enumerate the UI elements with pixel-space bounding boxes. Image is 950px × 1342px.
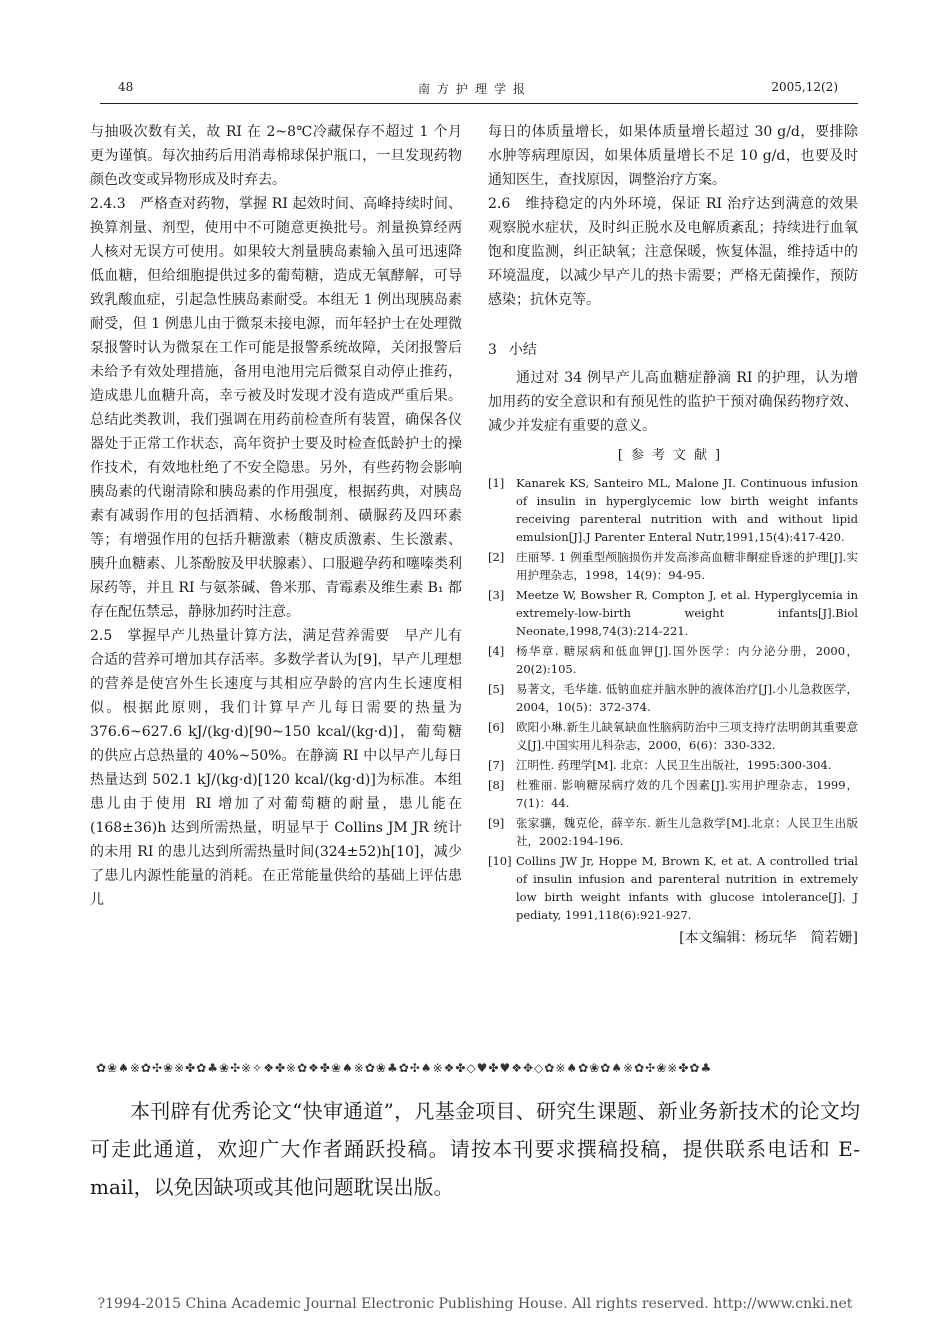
journal-name: 南方护理学报 bbox=[418, 82, 533, 96]
editor-credit: [本文编辑：杨玩华 简若姗] bbox=[679, 930, 858, 946]
issue-info: 2005,12(2) bbox=[771, 80, 838, 94]
section-number: 3 bbox=[488, 342, 497, 358]
section-title: 小结 bbox=[508, 342, 537, 358]
reference-item: [10] Collins JW Jr, Hoppe M, Brown K, et at. A controlled trial of insulin infusion and parenteral nutrition in extremely low birth weight infants with glucose intolerance[J]. J pediaty, 1991,118(6):921-927. bbox=[488, 854, 858, 922]
journal-notice bbox=[90, 1092, 860, 1206]
reference-item: [3] Meetze W, Bowsher R, Compton J, et al. Hyperglycemia in extremely-low-birth weight infants[J].Biol Neonate,1998,74(3):214-221. bbox=[488, 588, 858, 638]
header-rule bbox=[100, 103, 858, 104]
page-number: 48 bbox=[118, 80, 134, 94]
summary-paragraph: 通过对 34 例早产儿高血糖症静滴 RI 的护理，认为增加用药的安全意识和有预见性的监护干预对确保药物疗效、减少并发症有重要的意义。 bbox=[488, 370, 858, 434]
section-heading bbox=[488, 338, 858, 362]
notice-text: 本刊辟有优秀论文“快审通道”，凡基金项目、研究生课题、新业务新技术的论文均可走此通道，欢迎广大作者踊跃投稿。请按本刊要求撰稿投稿，提供联系电话和 E-mail，以免因缺项或其他问题耽误出版。 bbox=[90, 1099, 860, 1199]
body-paragraph: 与抽吸次数有关，故 RI 在 2~8℃冷藏保存不超过 1 个月更为谨慎。每次抽药后用消毒棉球保护瓶口，一旦发现药物颜色改变或异物形成及时弃去。 bbox=[90, 124, 462, 188]
ornament-divider: ✿❀♠※✿✣❀※✤✿♣❀✣※✧❖✤※✿❖✤❀♠※✿❀♣✿✣♠※❖✤◇♥✤♥❖✥◇✿※♠✿❀✿♠※✿✣❀※✤✿♣ bbox=[96, 1061, 713, 1075]
reference-item: [5] 易著文，毛华雄. 低钠血症并脑水肿的液体治疗[J].小儿急救医学，2004，10(5)：372-374. bbox=[488, 682, 858, 714]
body-paragraph: 2.4.3 严格查对药物，掌握 RI 起效时间、高峰持续时间、换算剂量、剂型，使用中不可随意更换批号。剂量换算经两人核对无误方可使用。如果较大剂量胰岛素输入虽可迅速降低血糖，但给细胞提供过多的葡萄糖，造成无氧酵解，可导致乳酸血症，引起急性胰岛素耐受。本组无 1 例出现胰岛素耐受，但 1 例患儿由于微泵未接电源，而年轻护士在处理微泵报警时认为微泵在工作可能是报警系统故障，关闭报警后未给予有效处理措施，备用电池用完后微泵自动停止推药，造成患儿血糖升高，幸亏被及时发现才没有造成严重后果。总结此类教训，我们强调在用药前检查所有装置，确保各仪器处于正常工作状态，高年资护士要及时检查低龄护士的操作技术，有效地杜绝了不安全隐患。另外，有些药物会影响胰岛素的代谢清除和胰岛素的作用强度，根据药典，对胰岛素有减弱作用的包括酒精、水杨酸制剂、磺脲药及四环素等；有增强作用的包括升糖激素（糖皮质激素、生长激素、胰升血糖素、儿茶酚胺及甲状腺素）、口服避孕药和噻嗪类利尿药等，并且 RI 与氨茶碱、鲁米那、青霉素及维生素 B₁ 都存在配伍禁忌，静脉加药时注意。 bbox=[90, 196, 462, 620]
reference-item: [2] 庄丽琴. 1 例重型颅脑损伤并发高渗高血糖非酮症昏迷的护理[J].实用护理杂志，1998，14(9)：94-95. bbox=[488, 550, 858, 582]
body-paragraph: 每日的体质量增长，如果体质量增长超过 30 g/d，要排除水肿等病理原因，如果体质量增长不足 10 g/d，也要及时通知医生，查找原因，调整治疗方案。 bbox=[488, 124, 858, 188]
running-header bbox=[118, 80, 838, 100]
reference-item: [1] Kanarek KS, Santeiro ML, Malone JI. Continuous infusion of insulin in hyperglycemic low birth weight infants receiving parenteral nutrition with and without lipid emulsion[J].J Parenter Enteral Nutr,1991,15(4):417-420. bbox=[488, 476, 858, 544]
reference-item: [9] 张家骧，魏克伦，薛辛东. 新生儿急救学[M].北京：人民卫生出版社，2002:194-196. bbox=[488, 816, 858, 848]
left-column bbox=[90, 120, 462, 912]
reference-item: [7] 江明性. 药理学[M]. 北京：人民卫生出版社，1995:300-304. bbox=[488, 758, 832, 772]
body-paragraph: 2.5 掌握早产儿热量计算方法，满足营养需要 早产儿有合适的营养可增加其存活率。多数学者认为[9]，早产儿理想的营养是使宫外生长速度与其相应孕龄的宫内生长速度相似。根据此原则，我们计算早产儿每日需要的热量为 376.6~627.6 kJ/(kg·d)[90~150 kcal/(kg·d)]，葡萄糖的供应占总热量的 40%~50%。在静滴 RI 中以早产儿每日热量达到 502.1 kJ/(kg·d)[120 kcal/(kg·d)]为标准。本组患儿由于使用 RI 增加了对葡萄糖的耐量，患儿能在(168±36)h 达到所需热量，明显早于 Collins JM JR 统计的未用 RI 的患儿达到所需热量时间(324±52)h[10]，减少了患儿内源性能量的消耗。在正常能量供给的基础上评估患儿 bbox=[90, 628, 462, 908]
reference-item: [8] 杜雅丽. 影响糖尿病疗效的几个因素[J].实用护理杂志，1999，7(1)：44. bbox=[488, 778, 858, 810]
body-paragraph: 2.6 维持稳定的内外环境，保证 RI 治疗达到满意的效果 观察脱水症状，及时纠正脱水及电解质紊乱；持续进行血氧饱和度监测，纠正缺氧；注意保暖，恢复体温，维持适中的环境温度，以减少早产儿的热卡需要；严格无菌操作，预防感染；抗休克等。 bbox=[488, 196, 872, 308]
reference-item: [6] 欧阳小琳.新生儿缺氧缺血性脑病防治中三项支持疗法明朗其重要意义[J].中国实用儿科杂志，2000，6(6)：330-332. bbox=[488, 720, 858, 752]
reference-list bbox=[488, 474, 858, 924]
references-title: [参考文献] bbox=[617, 448, 729, 463]
copyright-footer: ?1994-2015 China Academic Journal Electronic Publishing House. All rights reserved. http://www.cnki.net bbox=[97, 1296, 853, 1312]
right-column bbox=[488, 120, 872, 950]
reference-item: [4] 杨华章. 糖尿病和低血钾[J].国外医学：内分泌分册，2000，20(2):105. bbox=[488, 644, 858, 676]
